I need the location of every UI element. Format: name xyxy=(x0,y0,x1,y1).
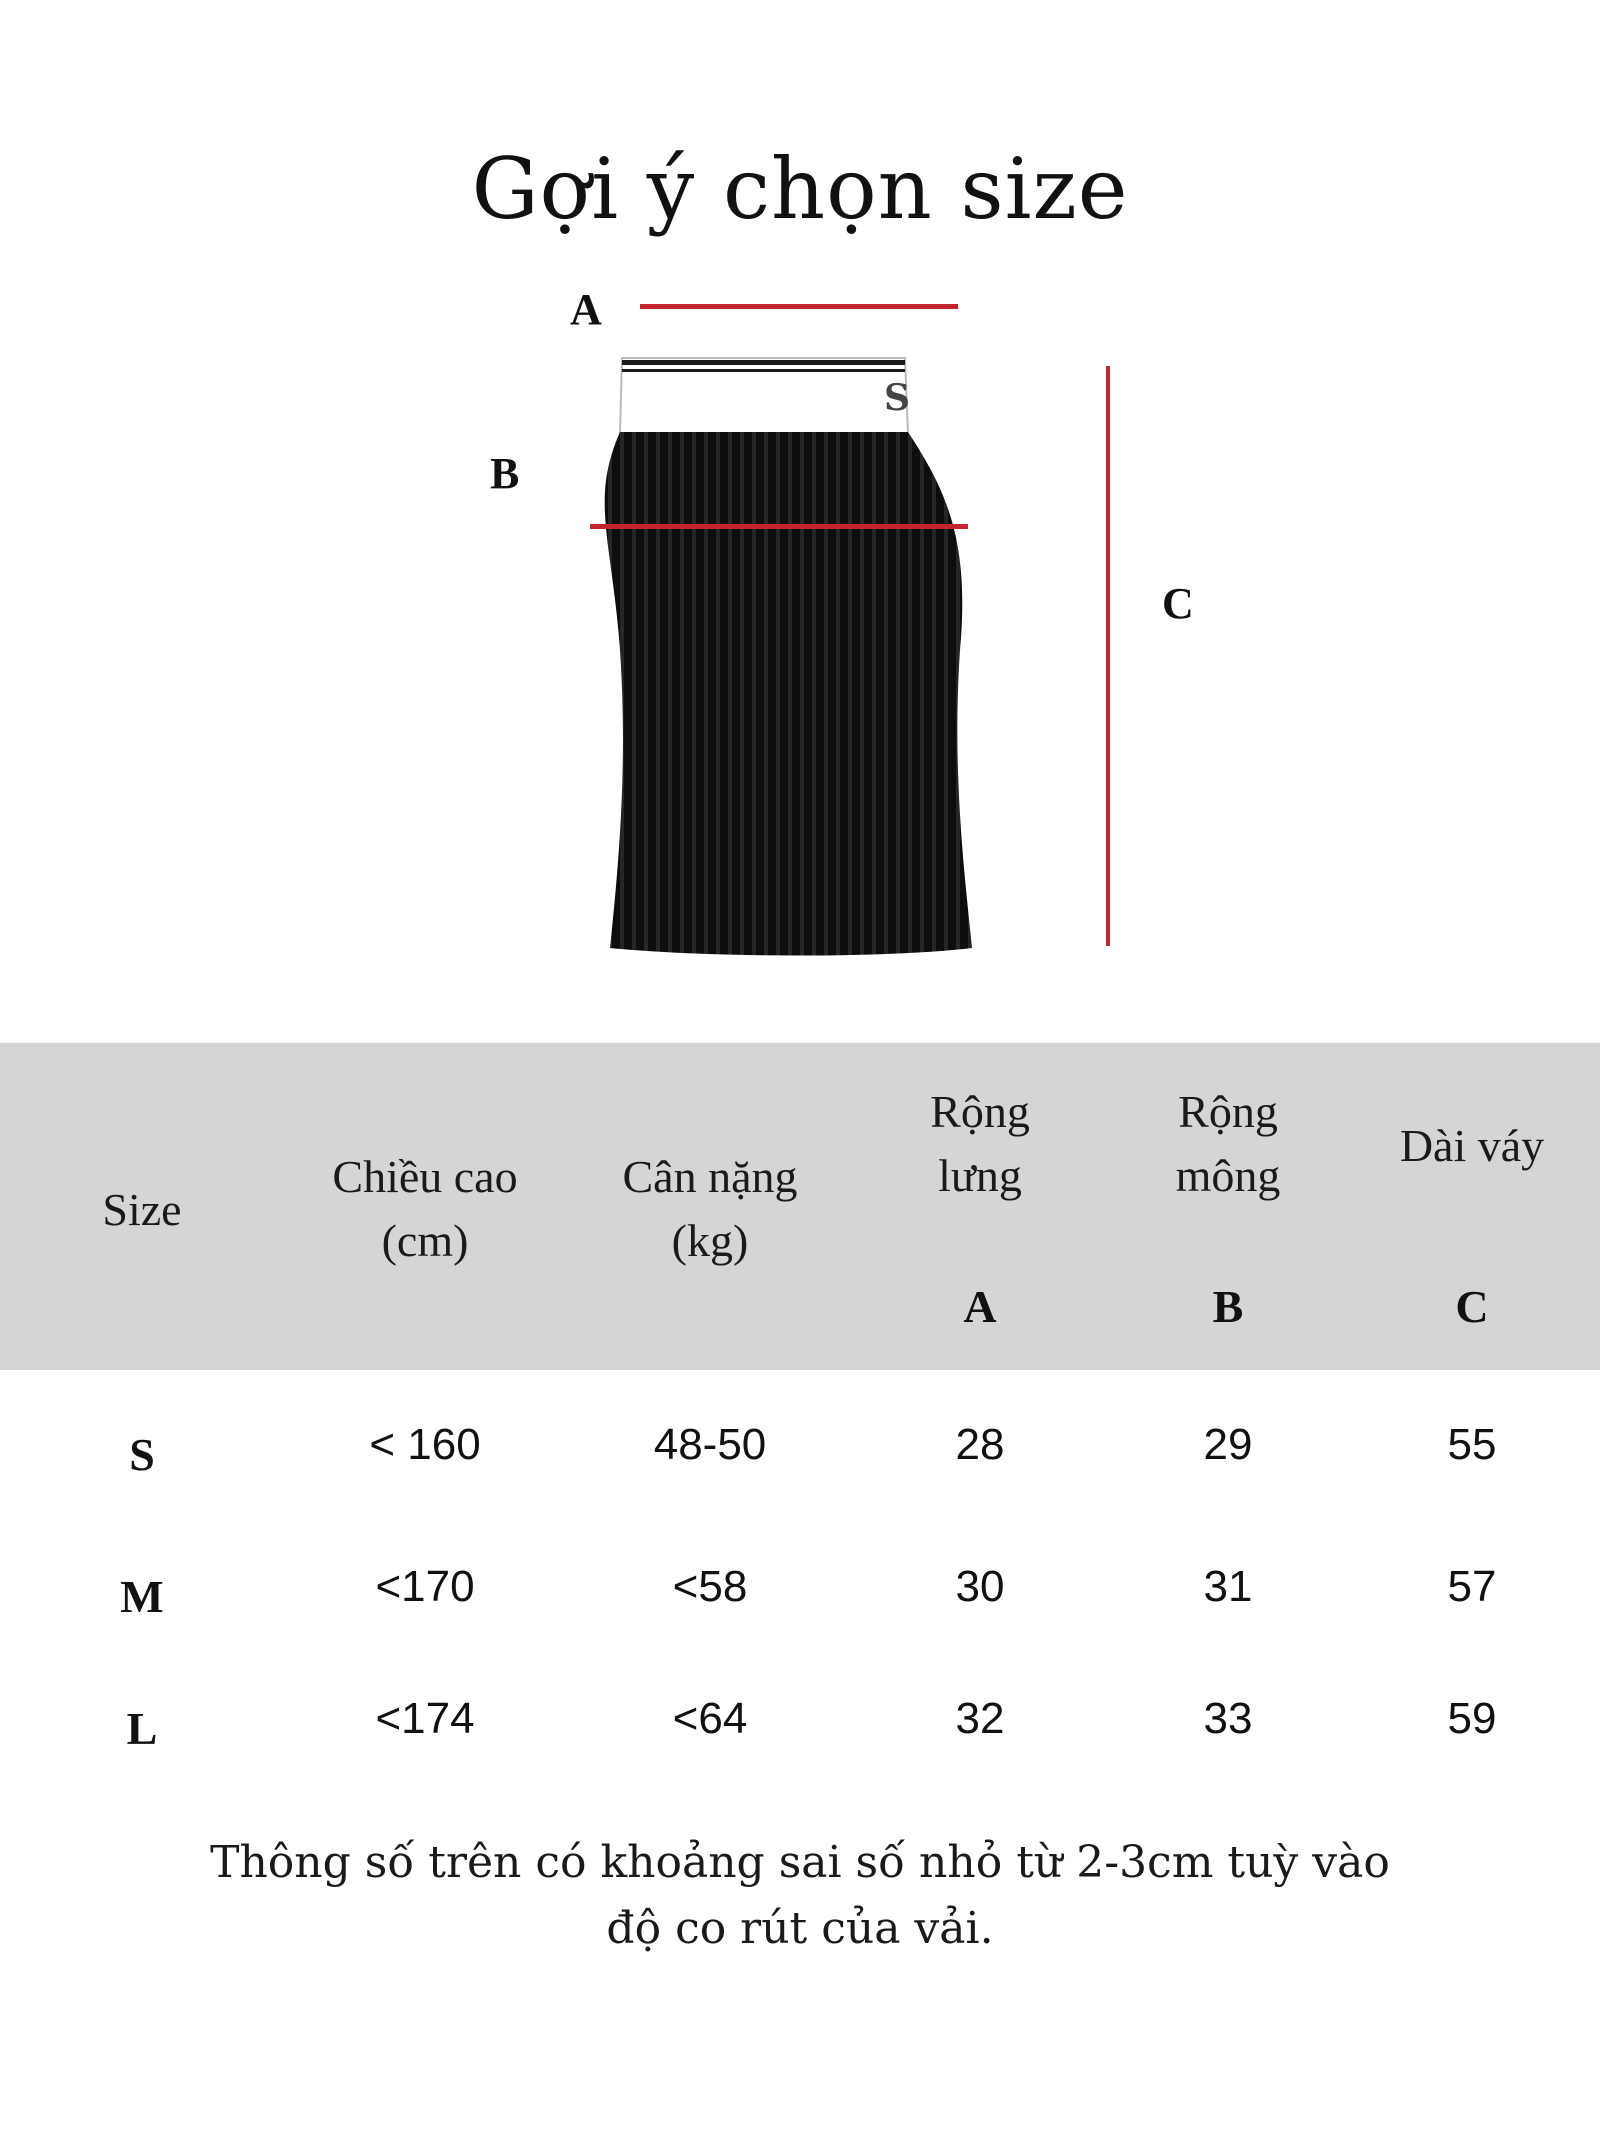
row-hip: 29 xyxy=(1203,1420,1253,1469)
note-line-2: độ co rút của vải. xyxy=(606,1903,994,1954)
header-weight: Cân nặng (kg) xyxy=(622,1151,798,1266)
header-letter-a: A xyxy=(963,1281,997,1332)
skirt-diagram xyxy=(0,0,1600,1000)
row-height: <174 xyxy=(375,1694,475,1743)
page-title: Gợi ý chọn size xyxy=(471,140,1129,238)
marker-c-label: C xyxy=(1162,579,1194,628)
row-waist: 32 xyxy=(955,1694,1005,1743)
row-height: < 160 xyxy=(369,1420,481,1469)
row-length: 55 xyxy=(1447,1420,1497,1469)
header-length: Dài váy xyxy=(1399,1120,1545,1171)
note-line-1: Thông số trên có khoảng sai số nhỏ từ 2-3cm tuỳ vào xyxy=(210,1837,1390,1888)
row-size: M xyxy=(120,1571,164,1622)
row-size: L xyxy=(126,1703,158,1754)
waist-measure-line xyxy=(640,304,958,309)
row-length: 57 xyxy=(1447,1562,1497,1611)
header-waist: Rộng lưng xyxy=(930,1086,1030,1201)
marker-b-label: B xyxy=(490,449,520,498)
row-hip: 31 xyxy=(1203,1562,1253,1611)
table-row xyxy=(0,1420,1600,1510)
row-length: 59 xyxy=(1447,1694,1497,1743)
row-weight: 48-50 xyxy=(653,1420,767,1469)
marker-a-label: A xyxy=(570,285,602,334)
header-letter-c: C xyxy=(1455,1281,1489,1332)
header-size: Size xyxy=(102,1184,182,1235)
length-measure-line xyxy=(1106,366,1110,946)
brand-logo: S xyxy=(884,377,910,419)
header-letter-b: B xyxy=(1212,1281,1244,1332)
row-waist: 30 xyxy=(955,1562,1005,1611)
header-height: Chiều cao (cm) xyxy=(332,1151,518,1266)
table-row xyxy=(0,1562,1600,1652)
skirt-illustration xyxy=(560,350,1020,970)
row-height: <170 xyxy=(375,1562,475,1611)
row-hip: 33 xyxy=(1203,1694,1253,1743)
row-waist: 28 xyxy=(955,1420,1005,1469)
row-weight: <58 xyxy=(672,1562,748,1611)
row-size: S xyxy=(129,1429,155,1480)
row-weight: <64 xyxy=(672,1694,748,1743)
header-hip: Rộng mông xyxy=(1175,1086,1281,1201)
measurement-note xyxy=(0,1830,1600,1962)
table-row xyxy=(0,1694,1600,1784)
